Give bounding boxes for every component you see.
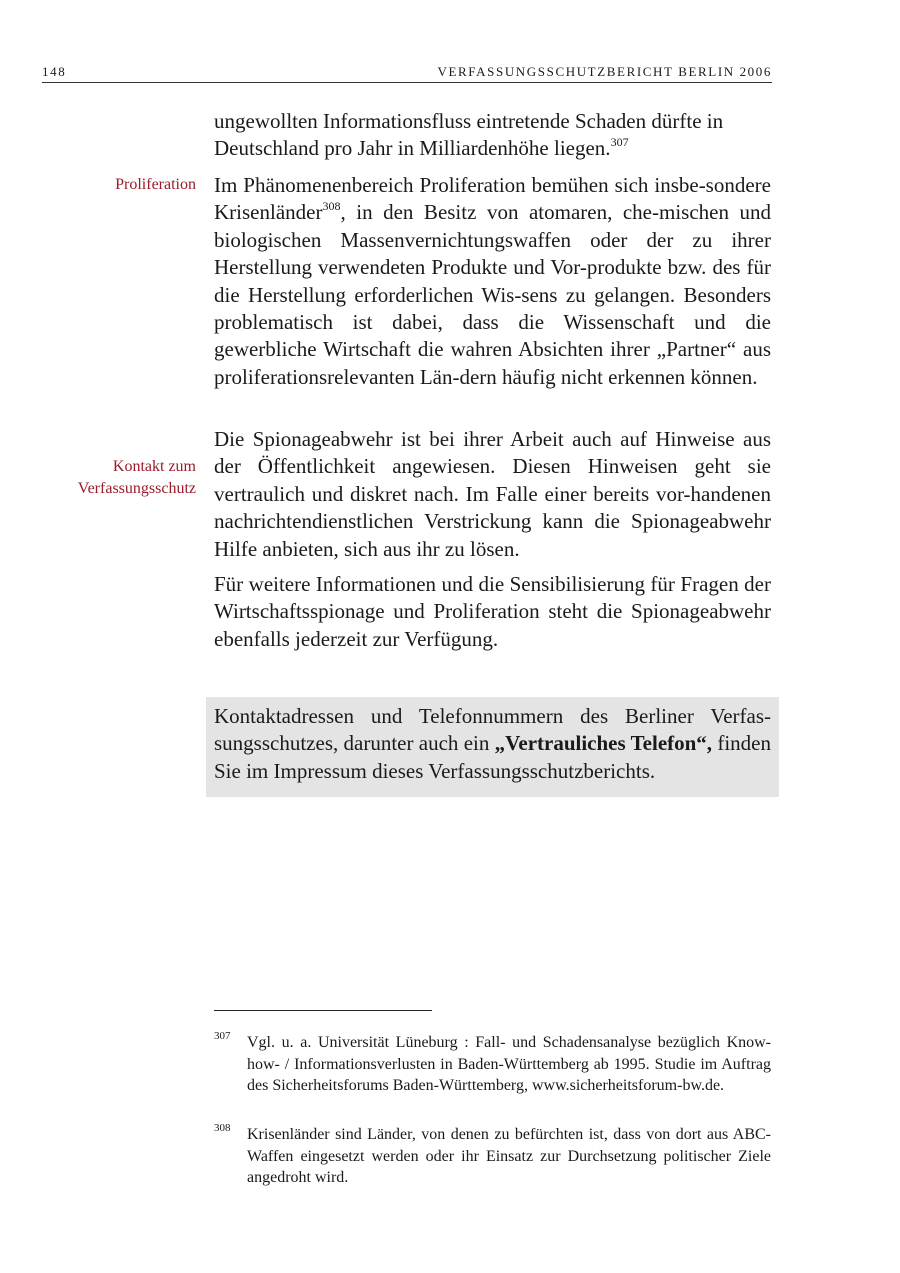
footnote-text: Vgl. u. a. Universität Lüneburg : Fall- und Schadensanalyse bezüglich Know-how- / Informationsverlusten in Baden-Württemberg ab 1995. Studie im Auftrag des Sicherheitsforums Baden-Württemberg, www.sicherheitsforum-bw.de.	[247, 1034, 771, 1094]
paragraph-4-text: Für weitere Informationen und die Sensibilisierung für Fragen der Wirtschaftsspionage und Proliferation steht die Spionageabwehr ebenfalls jederzeit zur Verfügung.	[214, 572, 771, 651]
info-box-text-1: Kontaktadressen und Telefonnummern des Berliner Verfas-sungsschutzes, darunter auch ein	[214, 704, 771, 756]
paragraph-4	[214, 571, 771, 653]
paragraph-2	[214, 172, 771, 391]
footnote-text: Krisenländer sind Länder, von denen zu befürchten ist, dass von dort aus ABC-Waffen eingesetzt werden oder ihr Einsatz zur Durchsetzung politischer Ziele angedroht wird.	[247, 1126, 771, 1186]
footnote-divider	[214, 1010, 432, 1011]
footnote-number: 308	[214, 1122, 231, 1134]
footnote-307	[214, 1032, 771, 1097]
running-title: VERFASSUNGSSCHUTZBERICHT BERLIN 2006	[437, 64, 772, 79]
margin-note-kontakt-line2: Verfassungsschutz	[77, 480, 196, 497]
footnote-ref-307: 307	[610, 135, 629, 150]
footnote-308	[214, 1124, 771, 1189]
info-box-text-2: finden Sie im Impressum dieses Verfassungsschutzberichts.	[214, 731, 771, 783]
margin-note-kontakt	[78, 456, 196, 500]
paragraph-3-text: Die Spionageabwehr ist bei ihrer Arbeit auch auf Hinweise aus der Öffentlichkeit angewiesen. Diesen Hinweisen geht sie vertraulich und diskret nach. Im Falle einer bereits vor-handenen nachrichtendienstlichen Verstrickung kann die Spionageabwehr Hilfe anbieten, sich aus ihr zu lösen.	[214, 427, 771, 561]
paragraph-2-part2: , in den Besitz von atomaren, che-mischen und biologischen Massenvernichtungswaffen oder der zu ihrer Herstellung verwendeten Produkte und Vor-produkte bzw. des für die Herstellung erforderlichen Wis-sens zu gelangen. Besonders problematisch ist dabei, dass die Wissenschaft und die gewerbliche Wirtschaft die wahren Absichten ihrer „Partner“ aus proliferationsrelevanten Län-dern häufig nicht erkennen können.	[214, 200, 771, 389]
paragraph-1-line2-text: Deutschland pro Jahr in Milliardenhöhe liegen.	[214, 136, 611, 161]
paragraph-1-line2	[214, 135, 771, 162]
footnote-ref-308: 308	[322, 199, 341, 214]
paragraph-3	[214, 426, 771, 563]
page-number: 148	[42, 64, 67, 79]
paragraph-1	[214, 108, 771, 163]
paragraph-1-line1: ungewollten Informationsfluss eintretende Schaden dürfte in	[214, 109, 724, 133]
info-box-bold: „Vertrauliches Telefon“,	[494, 731, 713, 756]
margin-note-kontakt-line1: Kontakt zum	[112, 458, 196, 475]
contact-info-box	[206, 697, 779, 797]
margin-note-proliferation: Proliferation	[115, 176, 196, 193]
footnote-number: 307	[214, 1030, 231, 1042]
page-header	[42, 62, 772, 83]
paragraph-2-part1: Im Phänomenenbereich Proliferation bemühen sich insbe-sondere Krisenländer	[214, 173, 771, 225]
